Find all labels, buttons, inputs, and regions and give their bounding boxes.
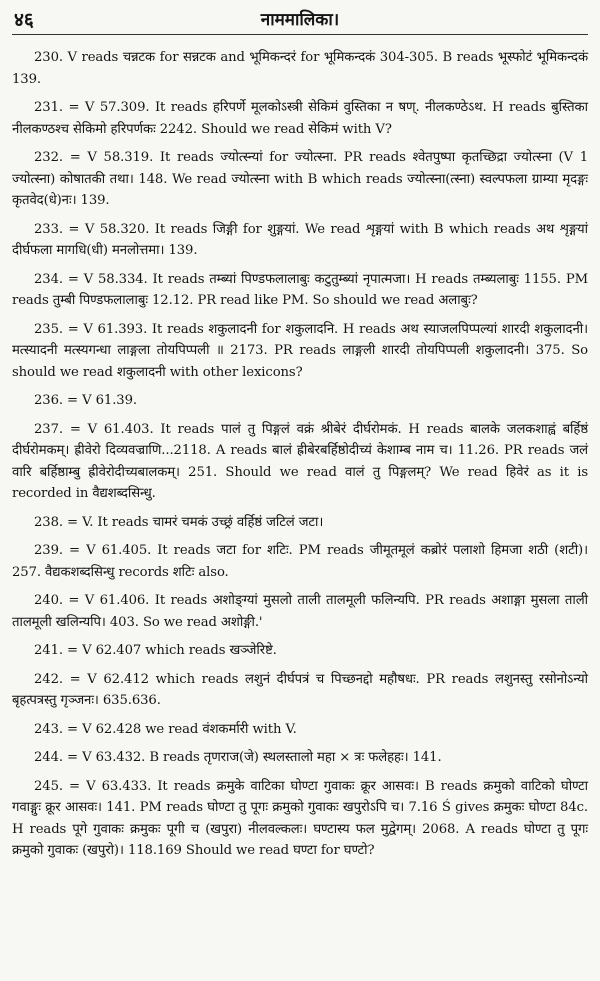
- note-entry: 245. = V 63.433. It reads क्रमुके वाटिका घोण्टा गुवाकः क्रूर आसवः। B reads क्रमुको वाटिको घोण्टा गवाङ्गुः क्रूर आसवः। 141. PM reads घोण्टा तु पूगः क्रमुको गुवाकः खपुरोऽपि च। 7.16 Ś gives क्रमुकः घोण्टा 84c. H reads पूगे गुवाकः क्रमुकः पूगी च (खपुरा) नीलवल्कलः। घण्टास्य फल मुद्वेगम्। 2068. A reads घोण्टा तु पूगः क्रमुको गुवाकः (खपुरो)। 118.169 Should we read घण्टा for घण्टो?: [12, 778, 588, 858]
- page-number: ४६: [14, 9, 34, 31]
- note-entry: 231. = V 57.309. It reads हरिपर्णे मूलकोऽस्त्री सेकिमं वुस्तिका न षण्. नीलकण्ठेऽथ. H reads बुस्तिका नीलकण्ठश्च सेकिमो हरिपर्णकः 2242. Should we read सेकिमं with V?: [12, 100, 588, 137]
- notes-list: [12, 47, 588, 862]
- note-entry: 233. = V 58.320. It reads जिङ्गी for शुङ्गयां. We read शृङ्गयां with B which reads अथ शृङ्गयां दीर्घफला मागधि(धी) मनलोत्तमा। 139.: [12, 221, 588, 258]
- note-entry: 232. = V 58.319. It reads ज्योत्स्न्यां for ज्योत्स्ना. PR reads श्वेतपुष्पा कृतच्छिद्रा ज्योत्स्ना (V 1 ज्योत्स्ना) कोषातकी तथा। 148. We read ज्योत्स्ना with B which reads ज्योत्स्ना(त्स्ना) स्वल्पफला ग्राम्या मृदङ्गः कृतवेद(धे)नः। 139.: [12, 150, 588, 208]
- note-entry: 235. = V 61.393. It reads शकुलादनी for शकुलादनि. H reads अथ स्याजलपिप्पल्यां शारदी शकुलादनी। मत्स्यादनी मत्स्यगन्धा लाङ्गला तोयपिप्पली ॥ 2173. PR reads लाङ्गली शारदी तोयपिप्पली शकुलादनी। 375. So should we read शकुलादनी with other lexicons?: [12, 321, 588, 380]
- note-entry: 243. = V 62.428 we read वंशकर्मारी with V.: [34, 721, 297, 737]
- page-header: [12, 4, 588, 35]
- note-entry: 244. = V 63.432. B reads तृणराज(जे) स्थलस्तालो महा × त्रः फलेहहः। 141.: [34, 750, 442, 765]
- note-entry: 241. = V 62.407 which reads खञ्जेरिष्टे.: [34, 643, 277, 658]
- note-entry: 236. = V 61.39.: [34, 393, 137, 408]
- running-title: नाममालिका।: [260, 10, 340, 30]
- note-entry: 238. = V. It reads चामरं चमकं उच्छ्रं वर्हिष्ठं जटिलं जटा।: [34, 514, 324, 530]
- note-entry: 239. = V 61.405. It reads जटा for शटिः. PM reads जीमूतमूलं कब्रोरं पलाशो हिमजा शठी (शटी)। 257. वैद्यकशब्दसिन्धु records शटिः also.: [12, 543, 588, 580]
- note-entry: 234. = V 58.334. It reads तम्ब्यां पिण्डफलालाबुः कटुतुम्ब्यां नृपात्मजा। H reads तम्ब्यलाबुः 1155. PM reads तुम्बी पिण्डफलालाबुः 12.12. PR read like PM. So should we read अलाबुः?: [12, 271, 588, 308]
- note-entry: 230. V reads चन्नटक for सन्नटक and भूमिकन्दरं for भूमिकन्दकं 304-305. B reads भूस्फोटं भूमिकन्दकं 139.: [12, 50, 588, 87]
- note-entry: 242. = V 62.412 which reads लशुनं दीर्घपत्रं च पिच्छनद्दो महौषधः. PR reads लशुनस्तु रसोनोऽन्यो बृहत्पत्रस्तु गृञ्जनः। 635.636.: [12, 671, 588, 708]
- note-entry: 240. = V 61.406. It reads अशोङ्ग्यां मुसलो ताली तालमूली फलिन्यपि. PR reads अशाङ्गा मुसला ताली तालमूली खलिन्यपि। 403. So we read अशोङ्गी.': [12, 593, 588, 630]
- note-entry: 237. = V 61.403. It reads पालं तु पिङ्गलं वक्रं श्रीबेरं दीर्घरोमकं. H reads बालके जलकशाह्वं बर्हिष्ठं दीर्घरोमकम्। ह्रीवेरो दिव्यवज्राणि...2118. A reads बालं ह्रीबेरबर्हिष्ठोदीच्यं केशाम्ब नाम च। 11.26. PR reads जलं वारि बर्हिष्ठाम्बु ह्रीवेरोदीच्यबालकम्। 251. Should we read वालं तु पिङ्गलम्? We read हिवेरं as it is recorded in वैद्यशब्दसिन्धु.: [12, 421, 588, 501]
